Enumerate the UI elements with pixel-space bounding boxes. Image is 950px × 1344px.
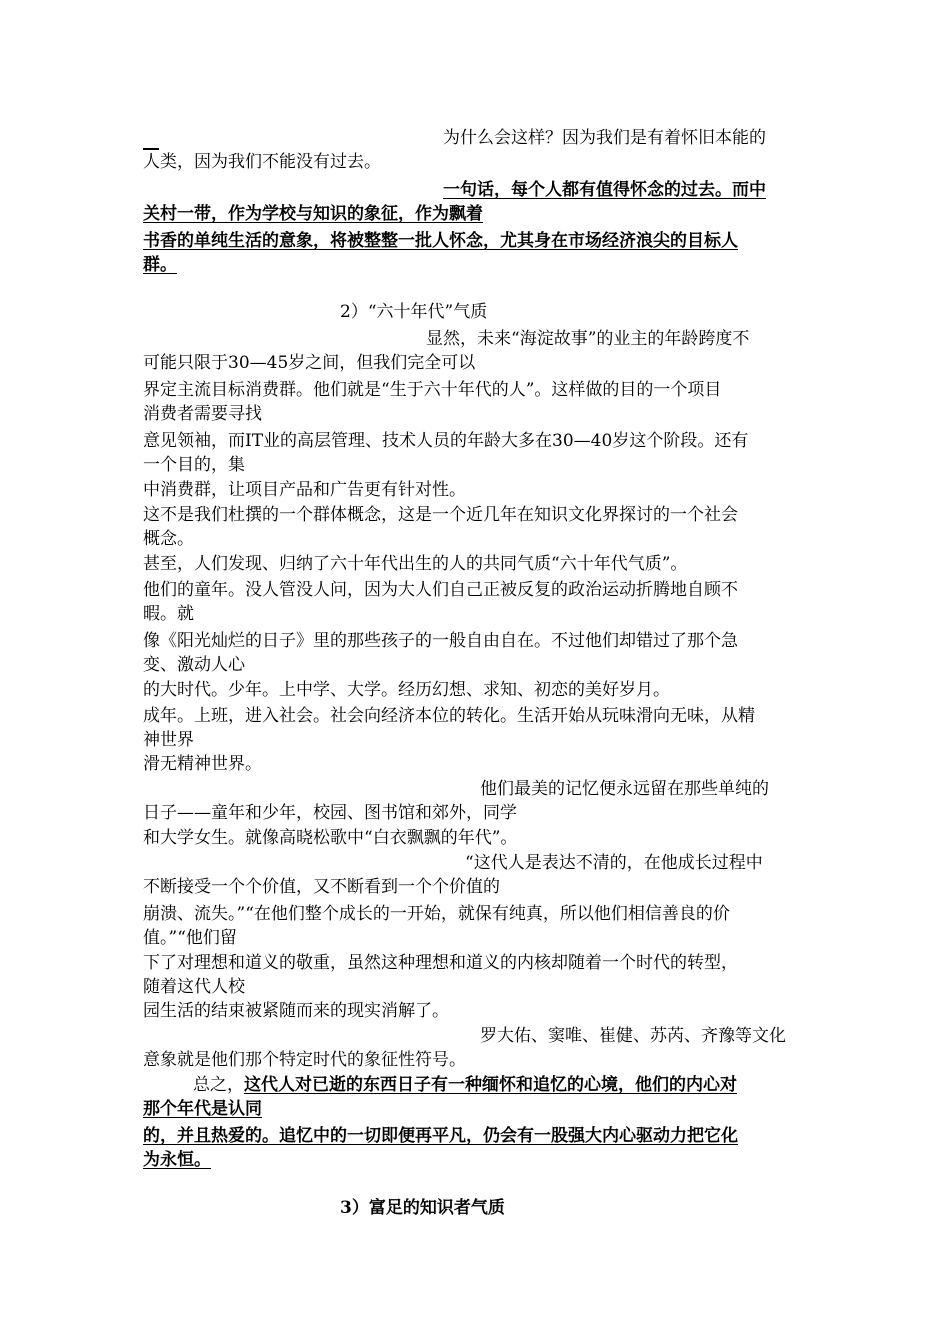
bold-underlined-line: 关村一带，作为学校与知识的象征，作为飘着 — [143, 204, 483, 224]
paragraph-line: 为什么会这样？因为我们是有着怀旧本能的 — [443, 128, 766, 148]
section-heading: 2）“六十年代”气质 — [340, 302, 488, 322]
paragraph-line: 变、激动人心 — [143, 655, 245, 675]
paragraph-line: 暇。就 — [143, 604, 194, 624]
paragraph-line: 日子——童年和少年，校园、图书馆和郊外，同学 — [143, 803, 517, 823]
paragraph-line: 显然，未来“海淀故事”的业主的年龄跨度不 — [426, 329, 750, 349]
bold-underlined-line: 为永恒。 — [143, 1150, 211, 1170]
paragraph-line: 中消费群，让项目产品和广告更有针对性。 — [143, 480, 466, 500]
bold-underlined-line: 的，并且热爱的。追忆中的一切即便再平凡，仍会有一股强大内心驱动力把它化 — [143, 1126, 738, 1146]
paragraph-line: 的大时代。少年。上中学、大学。经历幻想、求知、初恋的美好岁月。 — [143, 680, 670, 700]
paragraph-line: 成年。上班，进入社会。社会向经济本位的转化。生活开始从玩味滑向无味，从精 — [143, 706, 755, 726]
paragraph-line: 人类，因为我们不能没有过去。 — [143, 152, 381, 172]
summary-lead: 总之， — [193, 1075, 244, 1095]
bold-underlined-line: 一句话，每个人都有值得怀念的过去。而中 — [443, 180, 766, 200]
paragraph-line: 不断接受一个个价值，又不断看到一个个价值的 — [143, 877, 500, 897]
bold-underlined-line: 群。 — [143, 255, 177, 275]
paragraph-line: 值。”“他们留 — [143, 928, 237, 948]
paragraph-line: 一个目的，集 — [143, 455, 245, 475]
paragraph-line: 这不是我们杜撰的一个群体概念，这是一个近几年在知识文化界探讨的一个社会 — [143, 505, 738, 525]
section-heading: 3）富足的知识者气质 — [340, 1198, 505, 1218]
paragraph-line: 可能只限于30—45岁之间，但我们完全可以 — [143, 353, 476, 373]
paragraph-line: 滑无精神世界。 — [143, 754, 262, 774]
paragraph-line: 神世界 — [143, 730, 194, 750]
summary-line — [143, 1073, 808, 1097]
paragraph-line: 意见领袖，而IT业的高层管理、技术人员的年龄大多在30—40岁这个阶段。还有 — [143, 431, 749, 451]
paragraph-line: 园生活的结束被紧随而来的现实消解了。 — [143, 1001, 449, 1021]
paragraph-line: 随着这代人校 — [143, 977, 245, 997]
paragraph-line: 像《阳光灿烂的日子》里的那些孩子的一般自由自在。不过他们却错过了那个急 — [143, 631, 738, 651]
paragraph-line: 罗大佑、窦唯、崔健、苏芮、齐豫等文化 — [480, 1026, 786, 1046]
bold-underlined-line: 那个年代是认同 — [143, 1099, 262, 1119]
paragraph-line: 他们的童年。没人管没人问，因为大人们自己正被反复的政治运动折腾地自顾不 — [143, 580, 738, 600]
bold-underlined-line: 书香的单纯生活的意象，将被整整一批人怀念，尤其身在市场经济浪尖的目标人 — [143, 231, 738, 251]
paragraph-line: 他们最美的记忆便永远留在那些单纯的 — [480, 779, 769, 799]
paragraph-line: 意象就是他们那个特定时代的象征性符号。 — [143, 1050, 466, 1070]
bold-underlined-text: 这代人对已逝的东西日子有一种缅怀和追忆的心境，他们的内心对 — [244, 1075, 737, 1095]
paragraph-line: 消费者需要寻找 — [143, 404, 262, 424]
paragraph-line: 概念。 — [143, 529, 194, 549]
paragraph-line: 和大学女生。就像高晓松歌中“白衣飘飘的年代”。 — [143, 828, 518, 848]
paragraph-line: 下了对理想和道义的敬重，虽然这种理想和道义的内核却随着一个时代的转型， — [143, 953, 738, 973]
paragraph-line: 界定主流目标消费群。他们就是“生于六十年代的人”。这样做的目的一个项目 — [143, 380, 722, 400]
paragraph-line: 甚至，人们发现、归纳了六十年代出生的人的共同气质“六十年代气质”。 — [143, 554, 688, 574]
paragraph-line: 崩溃、流失。”“在他们整个成长的一开始，就保有纯真，所以他们相信善良的价 — [143, 904, 730, 924]
paragraph-line: “这代人是表达不清的，在他成长过程中 — [465, 853, 763, 873]
